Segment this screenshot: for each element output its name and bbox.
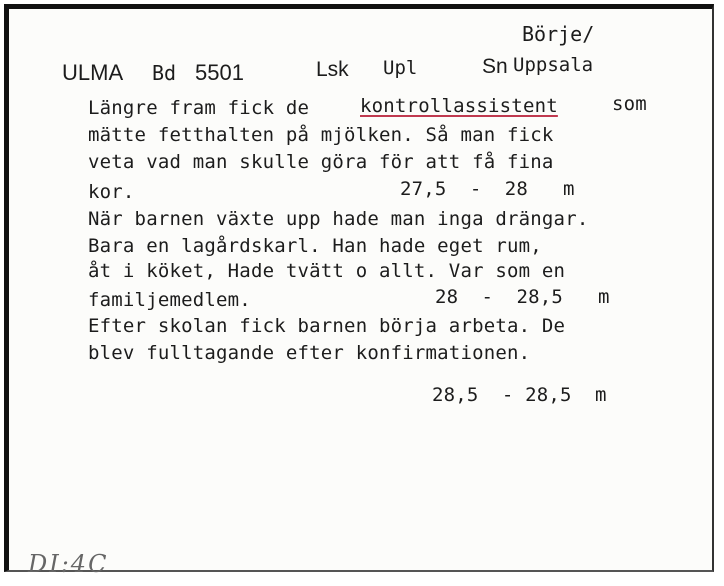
text-line-2: mätte fetthalten på mjölken. Så man fick [88,124,554,146]
text-line-1-underlined: kontrollassistent [360,95,558,117]
text-line-9: Efter skolan fick barnen börja arbeta. De [88,315,566,337]
volume-label: Bd [152,61,177,85]
archive-code: ULMA [62,60,124,85]
handwritten-signature: DI:4C [28,550,109,578]
landskap-value: Upl [383,57,418,79]
text-line-6: Bara en lagårdskarl. Han hade eget rum, [88,235,542,257]
measurement-1: 27,5 - 28 m [400,178,575,200]
landskap-label: Lsk [316,58,349,81]
text-line-7: åt i köket, Hade tvätt o allt. Var som en [88,260,566,282]
text-line-5: När barnen växte upp hade man inga drängar. [88,208,589,230]
place-top: Börje/ [522,22,595,46]
text-line-3: veta vad man skulle göra för att få fina [88,151,554,173]
text-line-4: kor. [88,181,135,203]
text-line-1-end: som [612,93,647,115]
volume-number: 5501 [195,60,244,85]
text-line-1: Längre fram fick de [88,97,310,119]
measurement-3: 28,5 - 28,5 m [432,384,607,406]
text-line-8: familjemedlem. [88,289,251,311]
socken-label: Sn [482,55,508,78]
text-line-10: blev fulltagande efter konfirmationen. [88,342,531,364]
measurement-2: 28 - 28,5 m [435,286,610,308]
socken-value: Uppsala [513,54,594,76]
